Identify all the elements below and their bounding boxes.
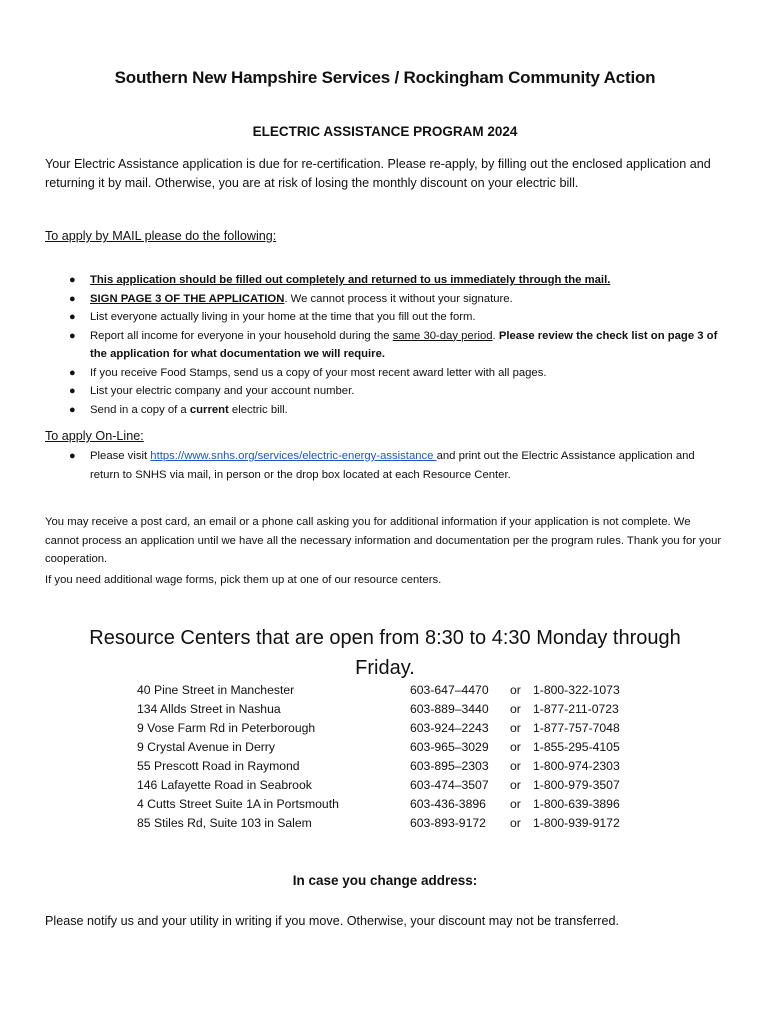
center-address: 9 Vose Farm Rd in Peterborough xyxy=(137,721,316,736)
center-phone: 603-436-3896 xyxy=(410,796,486,811)
additional-info-paragraph: You may receive a post card, an email or a phone call asking you for additional information if your application is not complete. We cannot process an application until we have all the necessary information and documentation per the program rules. Thank you for your cooperation. xyxy=(45,516,722,565)
list-item: ● Send in a copy of a current electric bill. xyxy=(45,401,725,420)
bullet-icon: ● xyxy=(69,450,76,462)
center-phone: 603-889–3440 xyxy=(410,702,489,717)
table-row xyxy=(137,700,620,719)
center-or: or xyxy=(510,815,521,830)
center-or: or xyxy=(510,740,521,755)
table-row xyxy=(137,681,620,700)
center-or: or xyxy=(510,777,521,792)
list-item: ● List everyone actually living in your home at the time that you fill out the form. xyxy=(45,308,725,327)
table-row xyxy=(137,719,620,738)
change-address-paragraph: Please notify us and your utility in writing if you move. Otherwise, your discount may not be transferred. xyxy=(45,914,619,928)
center-address: 85 Stiles Rd, Suite 103 in Salem xyxy=(137,815,312,830)
program-title: ELECTRIC ASSISTANCE PROGRAM 2024 xyxy=(252,124,518,139)
center-address: 4 Cutts Street Suite 1A in Portsmouth xyxy=(137,796,339,811)
center-or: or xyxy=(510,721,521,736)
table-row xyxy=(137,775,620,794)
table-row xyxy=(137,813,620,832)
change-address-heading: In case you change address: xyxy=(292,873,478,888)
list-item: ● This application should be filled out completely and returned to us immediately through the mail. xyxy=(45,271,725,290)
intro-paragraph: Your Electric Assistance application is due for re-certification. Please re-apply, by filling out the enclosed application and returning it by mail. Otherwise, you are at risk of losing the monthly discount on your electric bill. xyxy=(45,157,711,190)
center-tollfree: 1-800-639-3896 xyxy=(533,796,620,811)
list-item: ● SIGN PAGE 3 OF THE APPLICATION. We cannot process it without your signature. xyxy=(45,290,725,309)
center-tollfree: 1-855-295-4105 xyxy=(533,740,620,755)
center-phone: 603-895–2303 xyxy=(410,759,489,773)
center-address: 55 Prescott Road in Raymond xyxy=(137,759,300,773)
list-item: ● List your electric company and your account number. xyxy=(45,382,725,401)
wage-forms-paragraph: If you need additional wage forms, pick them up at one of our resource centers. xyxy=(45,574,442,586)
table-row xyxy=(137,757,620,776)
center-tollfree: 1-800-939-9172 xyxy=(533,815,620,830)
mail-instructions-heading: To apply by MAIL please do the following: xyxy=(45,229,277,243)
bullet-icon: ● xyxy=(69,311,76,323)
list-item: ● Please visit https://www.snhs.org/services/electric-energy-assistance and print out the Electric Assistance application and return to SNHS via mail, in person or the drop box located at each Resource Center. xyxy=(45,447,725,484)
bullet-icon: ● xyxy=(69,292,76,305)
center-tollfree: 1-800-974-2303 xyxy=(533,759,620,773)
center-address: 40 Pine Street in Manchester xyxy=(137,683,295,698)
bullet-icon: ● xyxy=(69,329,76,342)
center-or: or xyxy=(510,759,521,773)
center-tollfree: 1-877-757-7048 xyxy=(533,721,620,736)
center-address: 9 Crystal Avenue in Derry xyxy=(137,740,275,755)
center-address: 146 Lafayette Road in Seabrook xyxy=(137,777,312,792)
bullet-icon: ● xyxy=(69,403,76,416)
mail-instructions-list xyxy=(45,271,725,419)
resource-centers-title: Resource Centers that are open from 8:30 to 4:30 Monday through Friday. xyxy=(89,627,681,679)
center-or: or xyxy=(510,796,521,811)
bullet-icon: ● xyxy=(69,274,76,286)
center-phone: 603-893-9172 xyxy=(410,815,486,830)
bullet-icon: ● xyxy=(69,366,76,379)
center-phone: 603-965–3029 xyxy=(410,740,489,755)
center-phone: 603-474–3507 xyxy=(410,777,489,792)
online-instructions-list xyxy=(45,447,725,484)
center-tollfree: 1-877-211-0723 xyxy=(533,702,619,717)
organization-title: Southern New Hampshire Services / Rockingham Community Action xyxy=(114,68,656,87)
resource-centers-table xyxy=(137,681,620,832)
list-item: ● If you receive Food Stamps, send us a copy of your most recent award letter with all pages. xyxy=(45,364,725,383)
center-address: 134 Allds Street in Nashua xyxy=(137,702,281,717)
center-or: or xyxy=(510,683,521,698)
table-row xyxy=(137,794,620,813)
bullet-icon: ● xyxy=(69,385,76,397)
center-or: or xyxy=(510,702,521,717)
list-item: ● Report all income for everyone in your household during the same 30-day period. Please review the check list on page 3 of the application for what documentation we will require. xyxy=(45,327,725,364)
center-phone: 603-924–2243 xyxy=(410,721,489,736)
center-tollfree: 1-800-979-3507 xyxy=(533,777,620,792)
center-phone: 603-647–4470 xyxy=(410,683,489,698)
center-tollfree: 1-800-322-1073 xyxy=(533,683,620,698)
table-row xyxy=(137,738,620,757)
online-instructions-heading: To apply On-Line: xyxy=(45,429,144,443)
snhs-website-link[interactable]: https://www.snhs.org/services/electric-energy-assistance xyxy=(150,450,437,462)
